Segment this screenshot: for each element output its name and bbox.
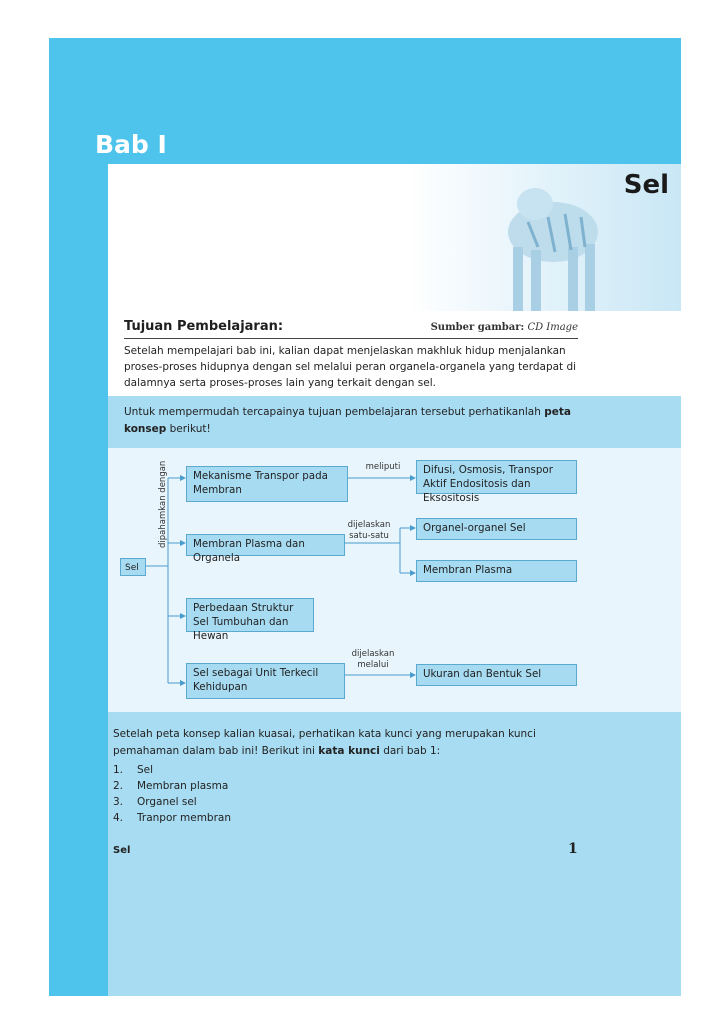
map-node-transport: Mekanisme Transpor pada Membran xyxy=(186,466,348,502)
keywords-intro: Setelah peta konsep kalian kuasai, perhatikan kata kunci yang merupakan kunci pemahaman dalam bab ini! Berikut ini kata kunci dari bab 1: xyxy=(113,728,536,757)
map-node-plasma-membrane: Membran Plasma xyxy=(416,560,577,582)
footer-chapter: Sel xyxy=(113,845,131,856)
map-node-structure-difference: Perbedaan Struktur Sel Tumbuhan dan Hewan xyxy=(186,598,314,632)
keywords-section xyxy=(108,712,681,996)
map-node-size-shape: Ukuran dan Bentuk Sel xyxy=(416,664,577,686)
map-node-smallest-unit: Sel sebagai Unit Terkecil Kehidupan xyxy=(186,663,345,699)
list-item: 1. Sel xyxy=(113,764,154,776)
page-number: 1 xyxy=(568,841,578,857)
image-source: Sumber gambar: CD Image xyxy=(430,322,578,333)
objective-text: Setelah mempelajari bab ini, kalian dapat menjelaskan makhluk hidup menjalankan proses-proses hidupnya dengan sel melalui peran organela-organela yang terdapat di dalamnya serta proses-proses lain yang terkait dengan sel. xyxy=(124,345,577,389)
learning-objective xyxy=(108,311,681,396)
chapter-title: Sel xyxy=(623,170,669,200)
map-node-root: Sel xyxy=(120,558,146,576)
map-relation-label: dipahamkan dengan xyxy=(158,460,168,548)
map-node-diffusion: Difusi, Osmosis, Transpor Aktif Endositosis dan Eksositosis xyxy=(416,460,577,494)
concept-map xyxy=(108,448,681,712)
map-node-organelles: Organel-organel Sel xyxy=(416,518,577,540)
concept-map-intro xyxy=(108,396,681,448)
map-link-label: meliputi xyxy=(365,462,401,472)
list-item: 3. Organel sel xyxy=(113,796,197,808)
intro-text: Untuk mempermudah tercapainya tujuan pembelajaran tersebut perhatikanlah peta konsep berikut! xyxy=(124,406,571,435)
map-node-membrane-organelle: Membran Plasma dan Organela xyxy=(186,534,345,556)
list-item: 4. Tranpor membran xyxy=(113,812,232,824)
map-link-label: dijelaskan melalui xyxy=(351,649,395,670)
divider xyxy=(124,338,578,339)
list-item: 2. Membran plasma xyxy=(113,780,229,792)
chapter-label: Bab I xyxy=(95,130,167,159)
map-link-label: dijelaskan satu-satu xyxy=(347,520,391,541)
tiger-image xyxy=(473,172,633,322)
objective-title: Tujuan Pembelajaran: xyxy=(124,319,284,334)
